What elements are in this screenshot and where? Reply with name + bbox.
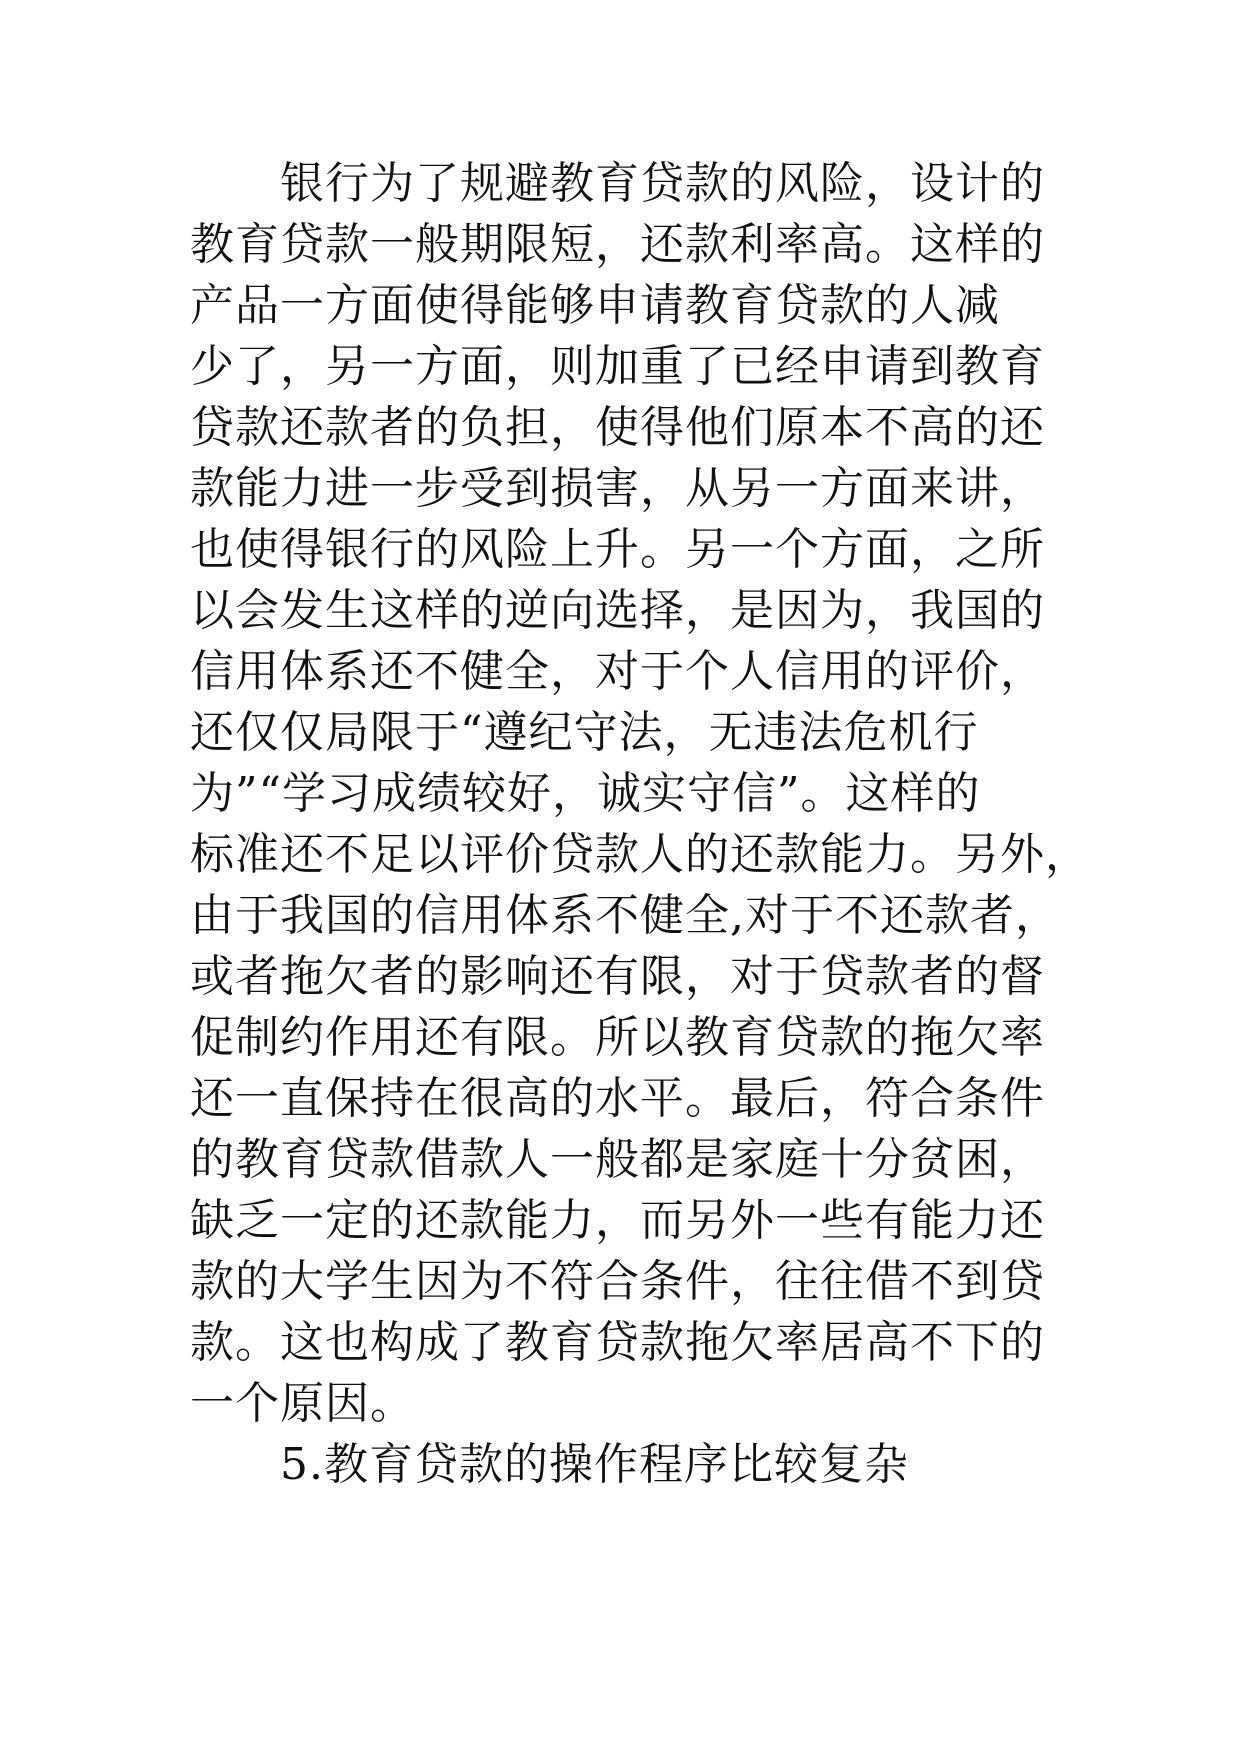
paragraph-line: 贷款还款者的负担，使得他们原本不高的还 <box>190 402 1045 453</box>
paragraph-line: 银行为了规避教育贷款的风险，设计的 <box>280 158 1045 209</box>
paragraph-line: 产品一方面使得能够申请教育贷款的人减 <box>190 280 1000 331</box>
paragraph-line: 款能力进一步受到损害，从另一方面来讲， <box>190 463 1045 514</box>
paragraph-line: 一个原因。 <box>190 1378 415 1429</box>
paragraph-line: 促制约作用还有限。所以教育贷款的拖欠率 <box>190 1012 1045 1063</box>
paragraph-line: 还一直保持在很高的水平。最后，符合条件 <box>190 1073 1045 1124</box>
paragraph-line: 还仅仅局限于“遵纪守法，无违法危机行 <box>190 707 979 758</box>
section-heading: 5.教育贷款的操作程序比较复杂 <box>280 1439 909 1490</box>
paragraph-line: 也使得银行的风险上升。另一个方面，之所 <box>190 524 1045 575</box>
paragraph-line: 以会发生这样的逆向选择，是因为，我国的 <box>190 585 1045 636</box>
paragraph-line: 信用体系还不健全，对于个人信用的评价， <box>190 646 1045 697</box>
paragraph-line: 缺乏一定的还款能力，而另外一些有能力还 <box>190 1195 1045 1246</box>
paragraph-line: 款。这也构成了教育贷款拖欠率居高不下的 <box>190 1317 1045 1368</box>
paragraph-line: 或者拖欠者的影响还有限，对于贷款者的督 <box>190 951 1045 1002</box>
paragraph-line: 标准还不足以评价贷款人的还款能力。另外， <box>190 829 1090 880</box>
paragraph-line: 少了，另一方面，则加重了已经申请到教育 <box>190 341 1045 392</box>
paragraph-line: 的教育贷款借款人一般都是家庭十分贫困， <box>190 1134 1045 1185</box>
paragraph-line: 为”“学习成绩较好，诚实守信”。这样的 <box>190 768 981 819</box>
paragraph-line: 款的大学生因为不符合条件，往往借不到贷 <box>190 1256 1045 1307</box>
paragraph-line: 由于我国的信用体系不健全,对于不还款者， <box>190 890 1060 941</box>
paragraph-line: 教育贷款一般期限短，还款利率高。这样的 <box>190 219 1045 270</box>
